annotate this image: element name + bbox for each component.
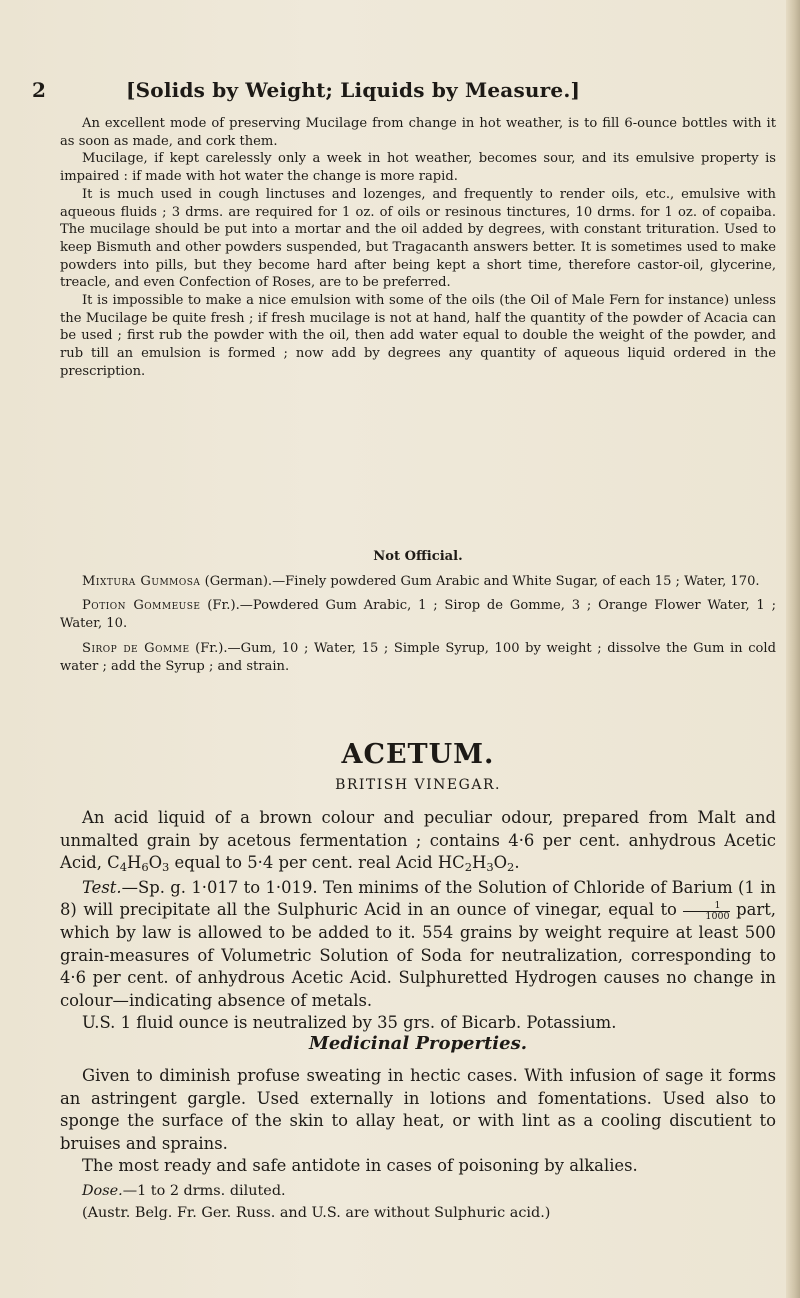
fraction xyxy=(683,901,729,921)
description-text: An acid liquid of a brown colour and peculiar odour, prepared from Malt and unmalted grain by acetous fermentation ; contains 4·6 per cent. anhydrous Acetic Acid, C xyxy=(60,808,776,873)
dose-label: Dose. xyxy=(82,1183,123,1199)
preparation-text: (Fr.).—Powdered Gum Arabic, 1 ; Sirop de Gomme, 3 ; Orange Flower Water, 1 ; Water, 10. xyxy=(60,598,776,632)
mucilage-paragraph: It is much used in cough linctuses and lozenges, and frequently to render oils, etc., emulsive with aqueous fluids ; 3 drms. are required for 1 oz. of oils or resinous tinctures, 10 drms. for 1 oz. of copaiba. The mucilage should be put into a mortar and the oil added by degrees, with constant trituration. Used to keep Bismuth and other powders suspended, but Tragacanth answers better. It is sometimes used to make powders into pills, but they become hard after being kept a short time, therefore castor-oil, glycerine, treacle, and even Confection of Roses, are to be preferred. xyxy=(60,186,776,291)
not-official-entry xyxy=(60,597,776,632)
page-edge xyxy=(786,0,800,1298)
preparation-text: (Fr.).—Gum, 10 ; Water, 15 ; Simple Syrup, 100 by weight ; dissolve the Gum in cold water ; add the Syrup ; and strain. xyxy=(60,640,776,674)
description-text: . xyxy=(514,853,520,873)
test-text: part, which by law is allowed to be added to it. 554 grains by weight require at least 500 grain-measures of Volumetric Solution of Soda for neutralization, corresponding to 4·6 per cent. of anhydrous Acetic Acid. Sulphuretted Hydrogen causes no change in colour—indicating absence of metals. xyxy=(60,900,776,1010)
preparation-text: (German).—Finely powdered Gum Arabic and White Sugar, of each 15 ; Water, 170. xyxy=(200,573,760,589)
mucilage-paragraph: Mucilage, if kept carelessly only a week in hot weather, becomes sour, and its emulsive property is impaired : if made with hot water the change is more rapid. xyxy=(60,151,776,185)
fraction-denominator: 1000 xyxy=(705,910,730,922)
not-official-entry xyxy=(60,640,776,675)
section-subtitle: BRITISH VINEGAR. xyxy=(335,777,501,793)
not-official-section xyxy=(60,548,776,675)
page-number: 2 xyxy=(32,78,46,102)
medicinal-paragraph: Given to diminish profuse sweating in hectic cases. With infusion of sage it forms an astringent gargle. Used externally in lotions and fomentations. Used also to sponge the surface of the skin to allay heat, or with lint as a cooling discutient to bruises and sprains. xyxy=(60,1066,776,1153)
not-official-entry xyxy=(60,573,776,591)
formula-symbol: O xyxy=(493,853,508,873)
formula-symbol: H xyxy=(127,853,142,873)
acetum-description xyxy=(60,807,776,875)
test-text: —Sp. g. 1·017 to 1·019. Ten minims of the Solution of Chloride of Barium (1 in 8) will precipitate all the Sulphuric Acid in an ounce of vinegar, equal to xyxy=(60,877,776,920)
formula-subscript: 3 xyxy=(486,860,494,875)
fraction-numerator: 1 xyxy=(683,901,729,912)
mucilage-section xyxy=(60,115,776,381)
usp-line: U.S. 1 fluid ounce is neutralized by 35 grs. of Bicarb. Potassium. xyxy=(82,1013,617,1033)
medicinal-paragraph: The most ready and safe antidote in cases of poisoning by alkalies. xyxy=(82,1156,638,1176)
preparation-name: Potion Gommeuse xyxy=(82,598,201,614)
medicinal-properties xyxy=(60,1065,776,1178)
formula-subscript: 4 xyxy=(119,860,128,875)
description-text: equal to 5·4 per cent. real Acid HC xyxy=(169,853,465,873)
formula-subscript: 2 xyxy=(507,860,515,875)
preparation-name: Sirop de Gomme xyxy=(82,640,190,656)
medicinal-properties-heading: Medicinal Properties. xyxy=(308,1033,527,1054)
dose-line xyxy=(60,1180,776,1202)
formula-subscript: 6 xyxy=(141,860,149,875)
section-title: ACETUM. xyxy=(341,739,495,770)
footnote: (Austr. Belg. Fr. Ger. Russ. and U.S. are without Sulphuric acid.) xyxy=(82,1205,551,1221)
test-label: Test. xyxy=(82,877,122,897)
dose-text: —1 to 2 drms. diluted. xyxy=(122,1183,286,1199)
formula-symbol: H xyxy=(472,853,487,873)
mucilage-paragraph: An excellent mode of preserving Mucilage from change in hot weather, is to fill 6-ounce bottles with it as soon as made, and cork them. xyxy=(60,116,776,149)
not-official-heading: Not Official. xyxy=(373,549,463,564)
formula-symbol: O xyxy=(148,853,163,873)
dose-section xyxy=(60,1180,776,1224)
formula-subscript: 3 xyxy=(162,860,170,875)
acetum-body xyxy=(60,807,776,1035)
formula-subscript: 2 xyxy=(464,860,473,875)
acetum-test xyxy=(60,877,776,1013)
mucilage-paragraph: It is impossible to make a nice emulsion with some of the oils (the Oil of Male Fern for instance) unless the Mucilage be quite fresh ; if fresh mucilage is not at hand, half the quantity of the powder of Acacia can be used ; first rub the powder with the oil, then add water equal to double the weight of the powder, and rub till an emulsion is formed ; now add by degrees any quantity of aqueous liquid ordered in the prescription. xyxy=(60,293,776,379)
running-title: [Solids by Weight; Liquids by Measure.] xyxy=(126,78,581,102)
preparation-name: Mixtura Gummosa xyxy=(82,573,201,589)
